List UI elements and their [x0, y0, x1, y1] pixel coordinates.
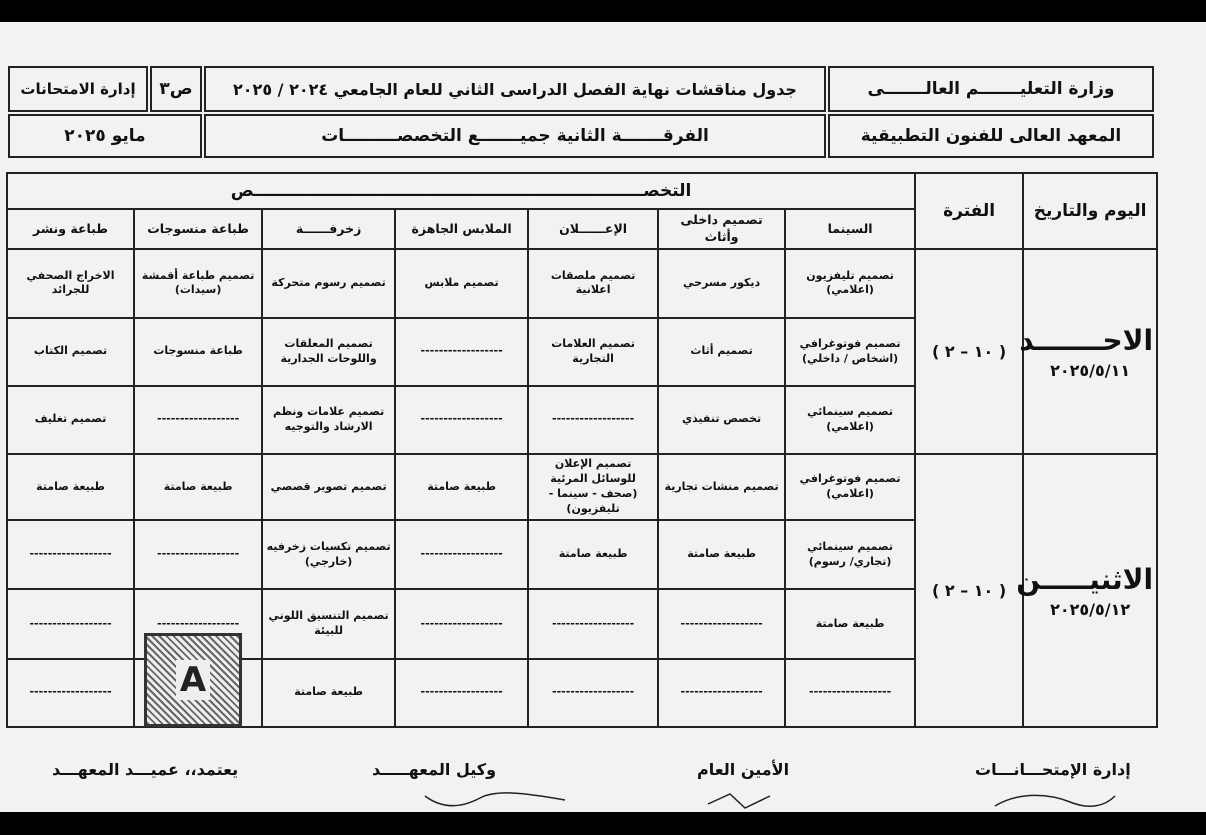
table-cell: تصميم فوتوغرافي (اعلامي) [785, 454, 915, 520]
table-cell: ------------------ [395, 318, 528, 386]
day-cell-monday [1016, 454, 1157, 727]
table-cell: ------------------ [395, 659, 528, 727]
department-box [8, 66, 148, 112]
table-cell: ------------------ [134, 589, 262, 658]
signature-secretary-general: الأمين العام [697, 760, 790, 779]
table-cell: الاخراج الصحفي للجرائد [7, 249, 134, 317]
table-cell: تصميم تكسيات زخرفيه (خارجي) [262, 520, 395, 589]
table-cell: طبيعة صامتة [658, 520, 785, 589]
column-header-printing-publishing: طباعة ونشر [7, 209, 134, 249]
title-box [204, 66, 826, 112]
table-cell: تصميم الكتاب [7, 318, 134, 386]
specialization-header: التخصـــــــــــــــــــــــــــــــــــــــــــــــــــــــــــــــــــص [7, 173, 915, 209]
table-cell: ------------------ [134, 520, 262, 589]
table-cell: ------------------ [7, 589, 134, 658]
handwritten-signature-vice-dean [420, 786, 570, 812]
table-cell: تصميم العلامات التجارية [528, 318, 658, 386]
table-cell: تصميم تليفزيون (اعلامي) [785, 249, 915, 317]
column-header-advertising: الإعــــــلان [528, 209, 658, 249]
official-stamp [144, 633, 242, 727]
institute-box [828, 114, 1154, 158]
table-cell: طبيعة صامتة [134, 454, 262, 520]
table-cell: ديكور مسرحي [658, 249, 785, 317]
table-cell: تصميم تغليف [7, 386, 134, 454]
table-cell: تصميم سينمائي (تجاري/ رسوم) [785, 520, 915, 589]
table-cell: تصميم طباعة أقمشة (سيدات) [134, 249, 262, 317]
column-header-decoration: زخرفــــــة [262, 209, 395, 249]
table-cell: تصميم فوتوغرافي (اشخاص / داخلي) [785, 318, 915, 386]
table-cell: طبيعة صامتة [395, 454, 528, 520]
table-cell: ------------------ [658, 659, 785, 727]
page-box [150, 66, 202, 112]
table-cell: طبيعة صامتة [528, 520, 658, 589]
table-cell: طباعة منسوجات [134, 318, 262, 386]
table-cell: تصميم منشات تجارية [658, 454, 785, 520]
table-cell: تصميم رسوم متحركة [262, 249, 395, 317]
table-row [7, 249, 1157, 317]
day-name: الاحـــــــد [1019, 323, 1154, 357]
period-value: ( ١٠ – ٢ ) [931, 341, 1007, 361]
table-cell: ------------------ [134, 386, 262, 454]
period-cell-monday [915, 454, 1023, 727]
table-cell: تصميم سينمائي (اعلامي) [785, 386, 915, 454]
stamp-mark: A [176, 660, 210, 700]
column-header-interior-design: تصميم داخلى وأثاث [658, 209, 785, 249]
table-cell: تصميم علامات ونظم الارشاد والتوجيه [262, 386, 395, 454]
handwritten-signature-exams [990, 786, 1120, 812]
table-cell: ------------------ [7, 520, 134, 589]
year-group: الفرقـــــــة الثانية جميـــــــع التخصصـــــــــات [321, 126, 709, 146]
table-cell: تخصص تنفيذي [658, 386, 785, 454]
schedule-title: جدول مناقشات نهاية الفصل الدراسى الثاني للعام الجامعي ٢٠٢٤ / ٢٠٢٥ [233, 79, 797, 99]
ministry-name: وزارة التعليـــــــم العالـــــــى [867, 79, 1115, 99]
handwritten-signature-secretary [700, 786, 780, 812]
table-cell: تصميم التنسيق اللوني للبيئة [262, 589, 395, 658]
table-cell: طبيعة صامتة [262, 659, 395, 727]
top-border [0, 0, 1206, 22]
department-name: إدارة الامتحانات [20, 80, 136, 98]
table-cell: ------------------ [528, 589, 658, 658]
table-cell: تصميم أثاث [658, 318, 785, 386]
table-cell: ------------------ [528, 659, 658, 727]
table-cell: تصميم ملابس [395, 249, 528, 317]
day-date: ٢٠٢٥/٥/١١ [1050, 360, 1131, 380]
table-cell: تصميم تصوير قصصي [262, 454, 395, 520]
column-header-textile-printing: طباعة منسوجات [134, 209, 262, 249]
day-date: ٢٠٢٥/٥/١٢ [1050, 599, 1131, 619]
table-cell: طبيعة صامتة [7, 454, 134, 520]
table-cell: تصميم ملصقات اعلانية [528, 249, 658, 317]
table-row [7, 454, 1157, 520]
table-cell: ------------------ [528, 386, 658, 454]
column-header-cinema: السينما [785, 209, 915, 249]
table-cell: تصميم المعلقات واللوحات الجدارية [262, 318, 395, 386]
signature-vice-dean: وكيل المعهـــــد [372, 760, 497, 779]
table-cell: تصميم الإعلان للوسائل المرئية (صحف - سينما - تليفزيون) [528, 454, 658, 520]
table-cell: ------------------ [7, 659, 134, 727]
day-name: الاثنيـــــن [1016, 562, 1154, 596]
column-header-ready-made-garments: الملابس الجاهزة [395, 209, 528, 249]
table-cell: ------------------ [395, 520, 528, 589]
period-cell-sunday [915, 249, 1023, 454]
bottom-border [0, 812, 1206, 835]
year-group-box [204, 114, 826, 158]
period-header: الفترة [915, 173, 1023, 249]
table-cell: ------------------ [785, 659, 915, 727]
table-cell: ------------------ [395, 589, 528, 658]
day-date-header: اليوم والتاريخ [1023, 173, 1157, 249]
table-cell: ------------------ [395, 386, 528, 454]
month-box [8, 114, 202, 158]
table-cell: ------------------ [658, 589, 785, 658]
table-cell: طبيعة صامتة [785, 589, 915, 658]
signature-exams-admin: إدارة الإمتحـــانـــات [975, 760, 1131, 779]
page-number: ص٣ [159, 79, 193, 99]
period-value: ( ١٠ – ٢ ) [931, 580, 1007, 600]
day-cell-sunday [1019, 249, 1157, 454]
signature-dean: يعتمد،، عميـــد المعهـــد [52, 760, 239, 779]
ministry-box [828, 66, 1154, 112]
institute-name: المعهد العالى للفنون التطبيقية [860, 126, 1122, 146]
month-label: مايو ٢٠٢٥ [64, 126, 146, 146]
